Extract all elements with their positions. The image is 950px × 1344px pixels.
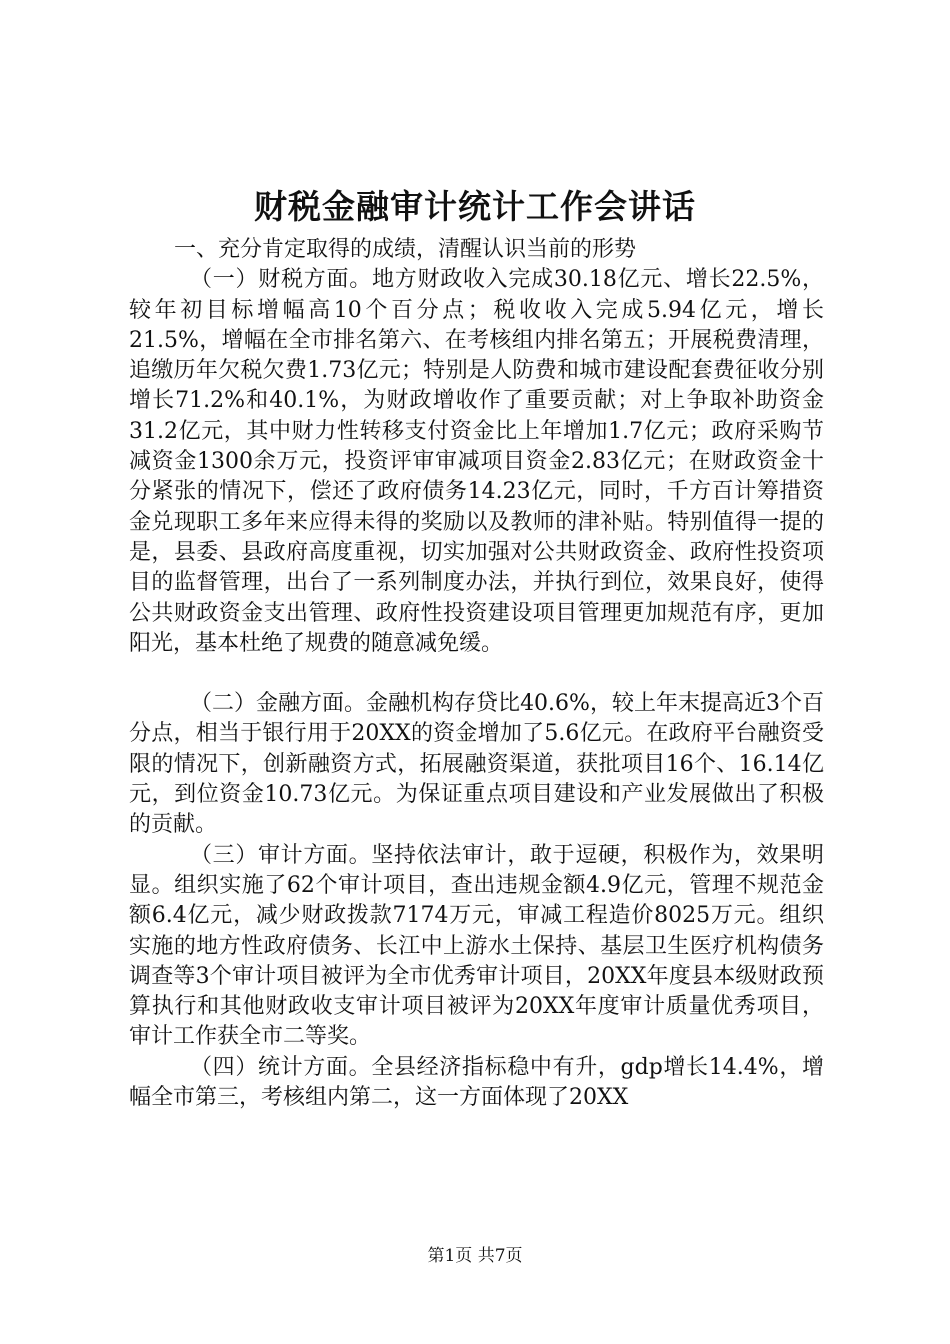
paragraph-statistics: （四）统计方面。全县经济指标稳中有升，gdp增长14.4%，增幅全市第三，考核组内第二，这一方面体现了20XX [129,1054,824,1111]
document-body [129,235,824,1113]
document-title: 财税金融审计统计工作会讲话 [254,187,696,226]
page-indicator: 第1页 共7页 [427,1246,523,1266]
section-heading: 一、充分肯定取得的成绩，清醒认识当前的形势 [174,237,637,262]
paragraph-spacer [129,659,824,689]
paragraph-audit: （三）审计方面。坚持依法审计，敢于逗硬，积极作为，效果明显。组织实施了62个审计项目，查出违规金额4.9亿元，管理不规范金额6.4亿元，减少财政拨款7174万元，审减工程造价8025万元。组织实施的地方性政府债务、长江中上游水土保持、基层卫生医疗机构债务调查等3个审计项目被评为全市优秀审计项目，20XX年度县本级财政预算执行和其他财政收支审计项目被评为20XX年度审计质量优秀项目，审计工作获全市二等奖。 [129,842,824,1050]
paragraph-fiscal-tax: （一）财税方面。地方财政收入完成30.18亿元、增长22.5%，较年初目标增幅高10个百分点；税收收入完成5.94亿元，增长21.5%，增幅在全市排名第六、在考核组内排名第五；开展税费清理，追缴历年欠税欠费1.73亿元；特别是人防费和城市建设配套费征收分别增长71.2%和40.1%，为财政增收作了重要贡献；对上争取补助资金31.2亿元，其中财力性转移支付资金比上年增加1.7亿元；政府采购节减资金1300余万元，投资评审审减项目资金2.83亿元；在财政资金十分紧张的情况下，偿还了政府债务14.23亿元，同时，千方百计筹措资金兑现职工多年来应得未得的奖励以及教师的津补贴。特别值得一提的是，县委、县政府高度重视，切实加强对公共财政资金、政府性投资项目的监督管理，出台了一系列制度办法，并执行到位，效果良好，使得公共财政资金支出管理、政府性投资建设项目管理更加规范有序，更加阳光，基本杜绝了规费的随意减免缓。 [129,267,824,656]
paragraph-finance: （二）金融方面。金融机构存贷比40.6%，较上年末提高近3个百分点，相当于银行用于20XX的资金增加了5.6亿元。在政府平台融资受限的情况下，创新融资方式，拓展融资渠道，获批项目16个、16.14亿元，到位资金10.73亿元。为保证重点项目建设和产业发展做出了积极的贡献。 [129,691,824,838]
